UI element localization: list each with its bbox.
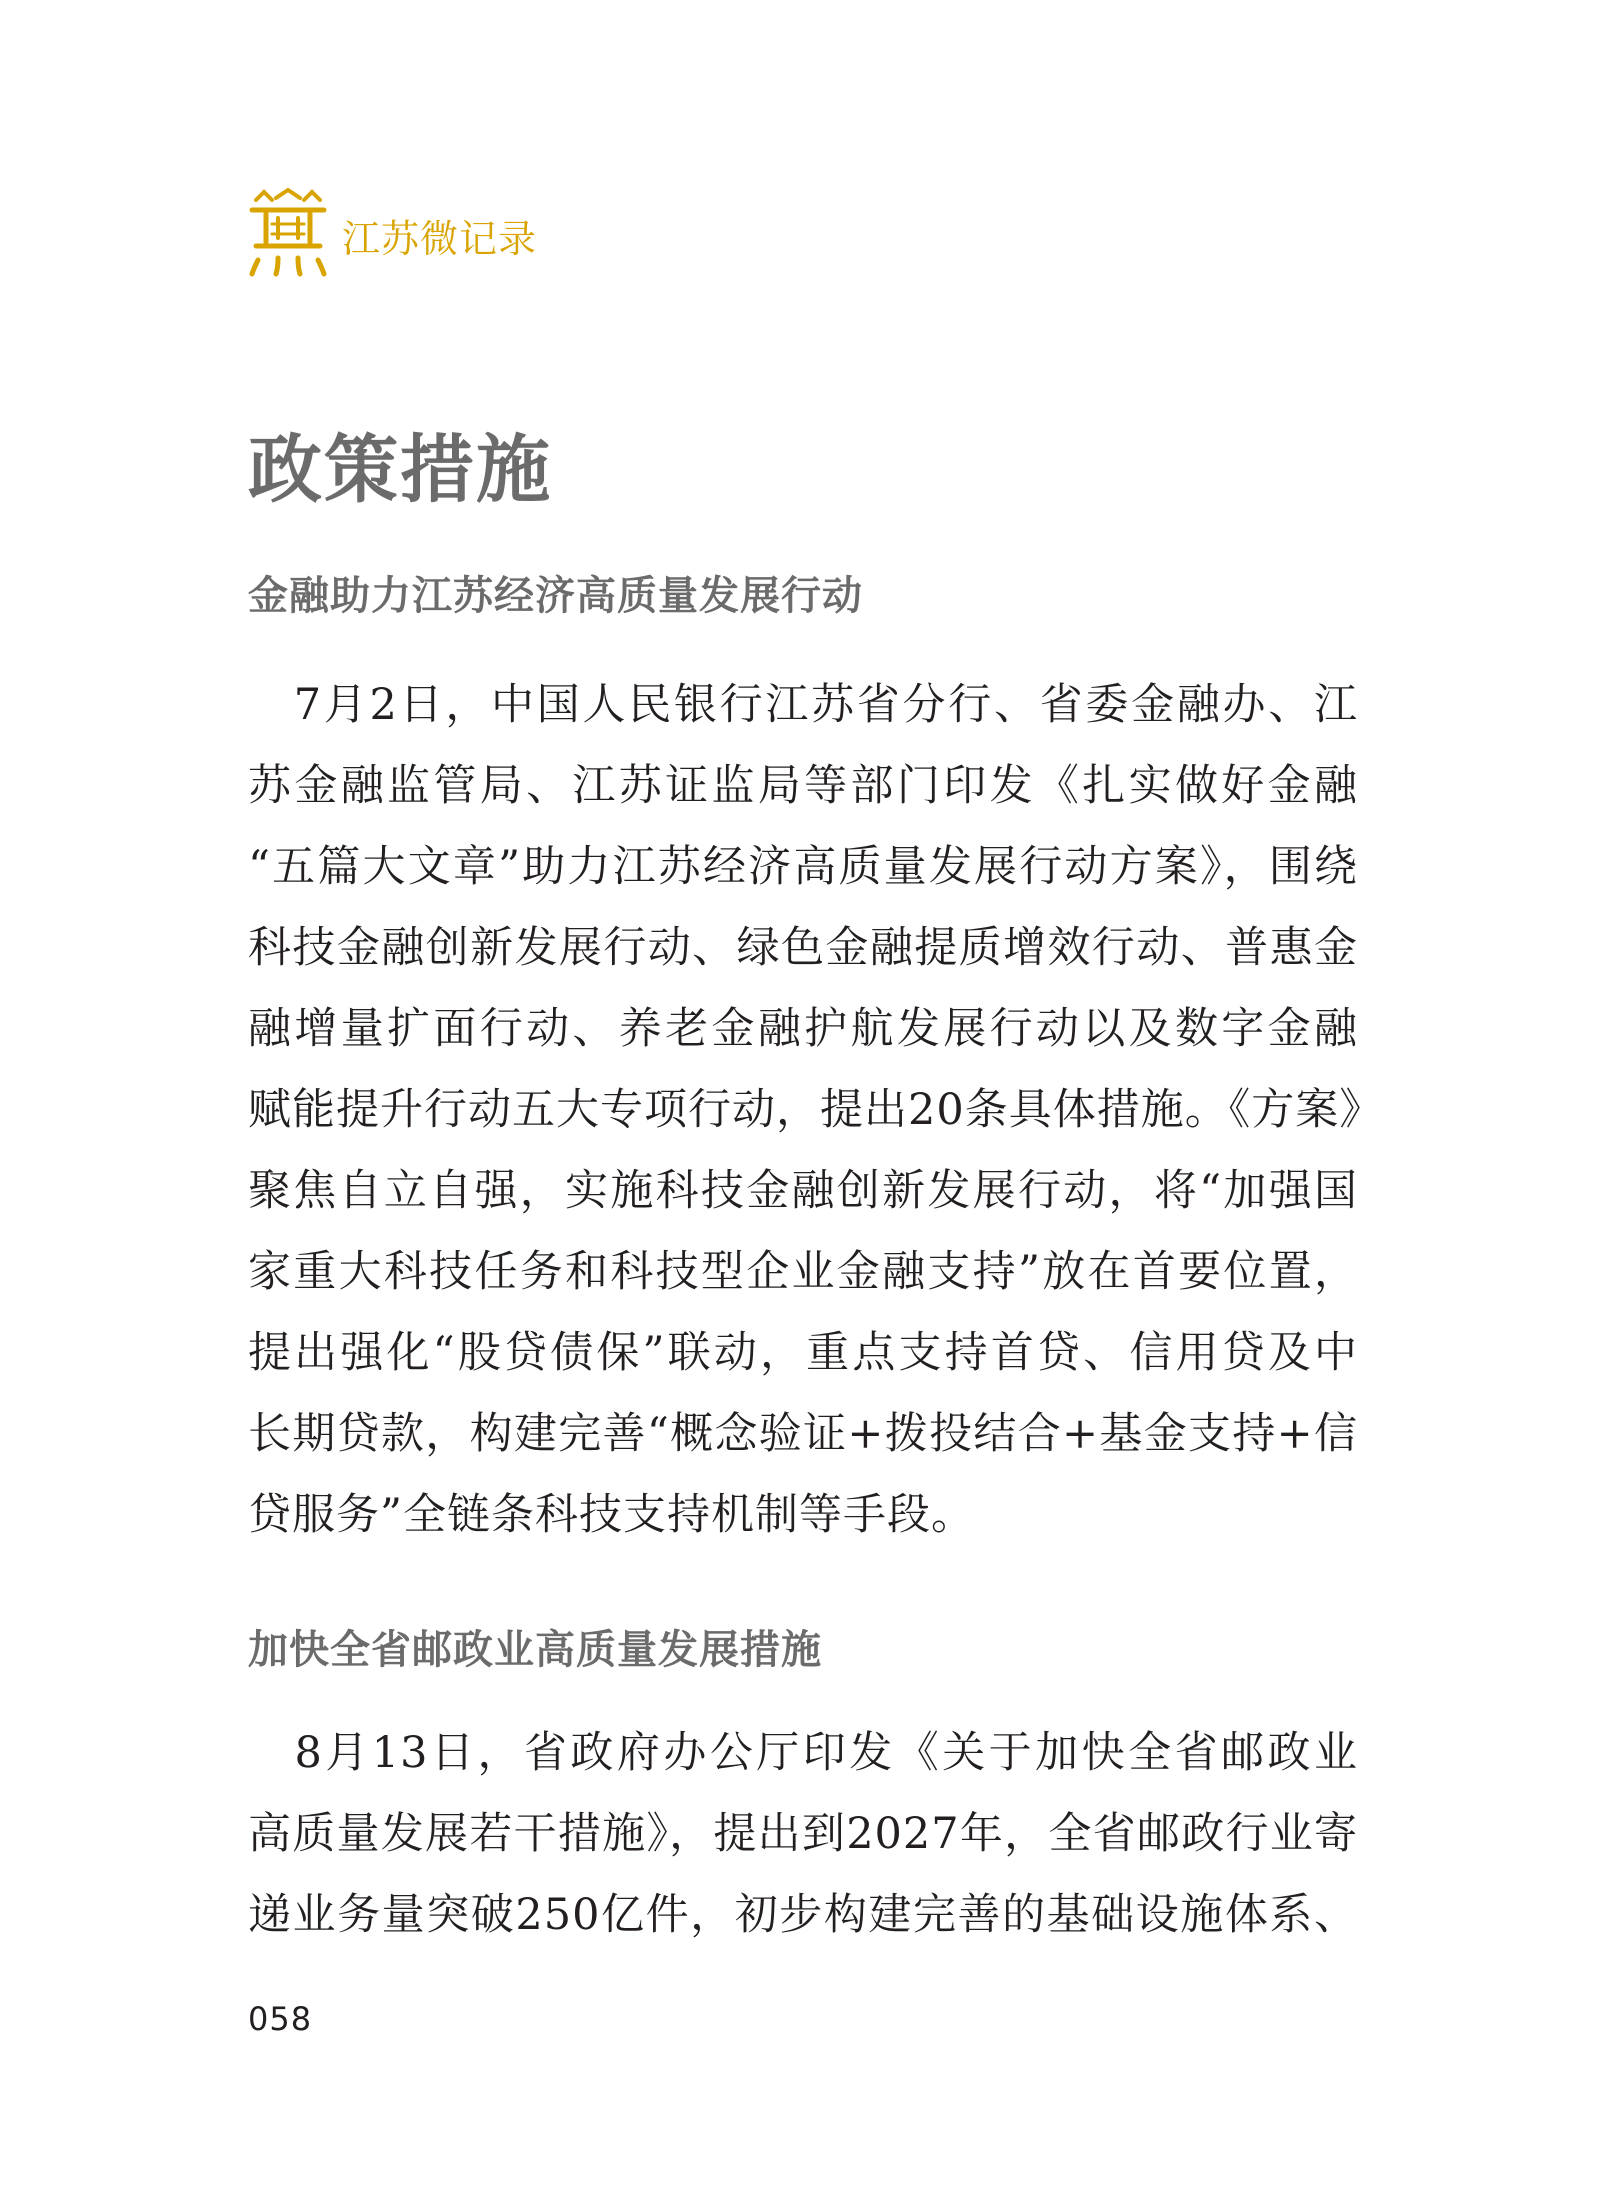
paragraph-line: 长期贷款，构建完善“概念验证+拨投结合+基金支持+信 [248, 1409, 1358, 1459]
paragraph-line: 高质量发展若干措施》，提出到2027年，全省邮政行业寄 [248, 1809, 1358, 1859]
paragraph-line: 聚焦自立自强，实施科技金融创新发展行动，将“加强国 [248, 1166, 1358, 1216]
paragraph-line: 8月13日，省政府办公厅印发《关于加快全省邮政业 [248, 1728, 1358, 1778]
article-heading-finance: 金融助力江苏经济高质量发展行动 [248, 572, 863, 619]
article-heading-postal: 加快全省邮政业高质量发展措施 [248, 1626, 822, 1673]
page-header [248, 188, 537, 278]
paragraph-line: 赋能提升行动五大专项行动，提出20条具体措施。《方案》 [248, 1085, 1384, 1135]
paragraph-line: 提出强化“股贷债保”联动，重点支持首贷、信用贷及中 [248, 1328, 1358, 1378]
paragraph-line: 科技金融创新发展行动、绿色金融提质增效行动、普惠金 [248, 923, 1358, 973]
article-body-postal [248, 1713, 1358, 1956]
article-body-finance [248, 665, 1384, 1556]
paragraph-line: 贷服务”全链条科技支持机制等手段。 [248, 1490, 975, 1540]
section-title: 政策措施 [248, 427, 552, 513]
header-title: 江苏微记录 [342, 216, 538, 261]
page-number: 058 [248, 2000, 313, 2038]
paragraph-line: 家重大科技任务和科技型企业金融支持”放在首要位置， [248, 1247, 1358, 1297]
paragraph-line: 7月2日，中国人民银行江苏省分行、省委金融办、江 [248, 680, 1358, 730]
paragraph-line: 融增量扩面行动、养老金融护航发展行动以及数字金融 [248, 1004, 1358, 1054]
paragraph-line: 递业务量突破250亿件，初步构建完善的基础设施体系、 [248, 1890, 1358, 1940]
paragraph-line: “五篇大文章”助力江苏经济高质量发展行动方案》，围绕 [248, 842, 1358, 892]
jiangsu-weijilu-logo-icon [248, 188, 328, 278]
paragraph-line: 苏金融监管局、江苏证监局等部门印发《扎实做好金融 [248, 761, 1358, 811]
